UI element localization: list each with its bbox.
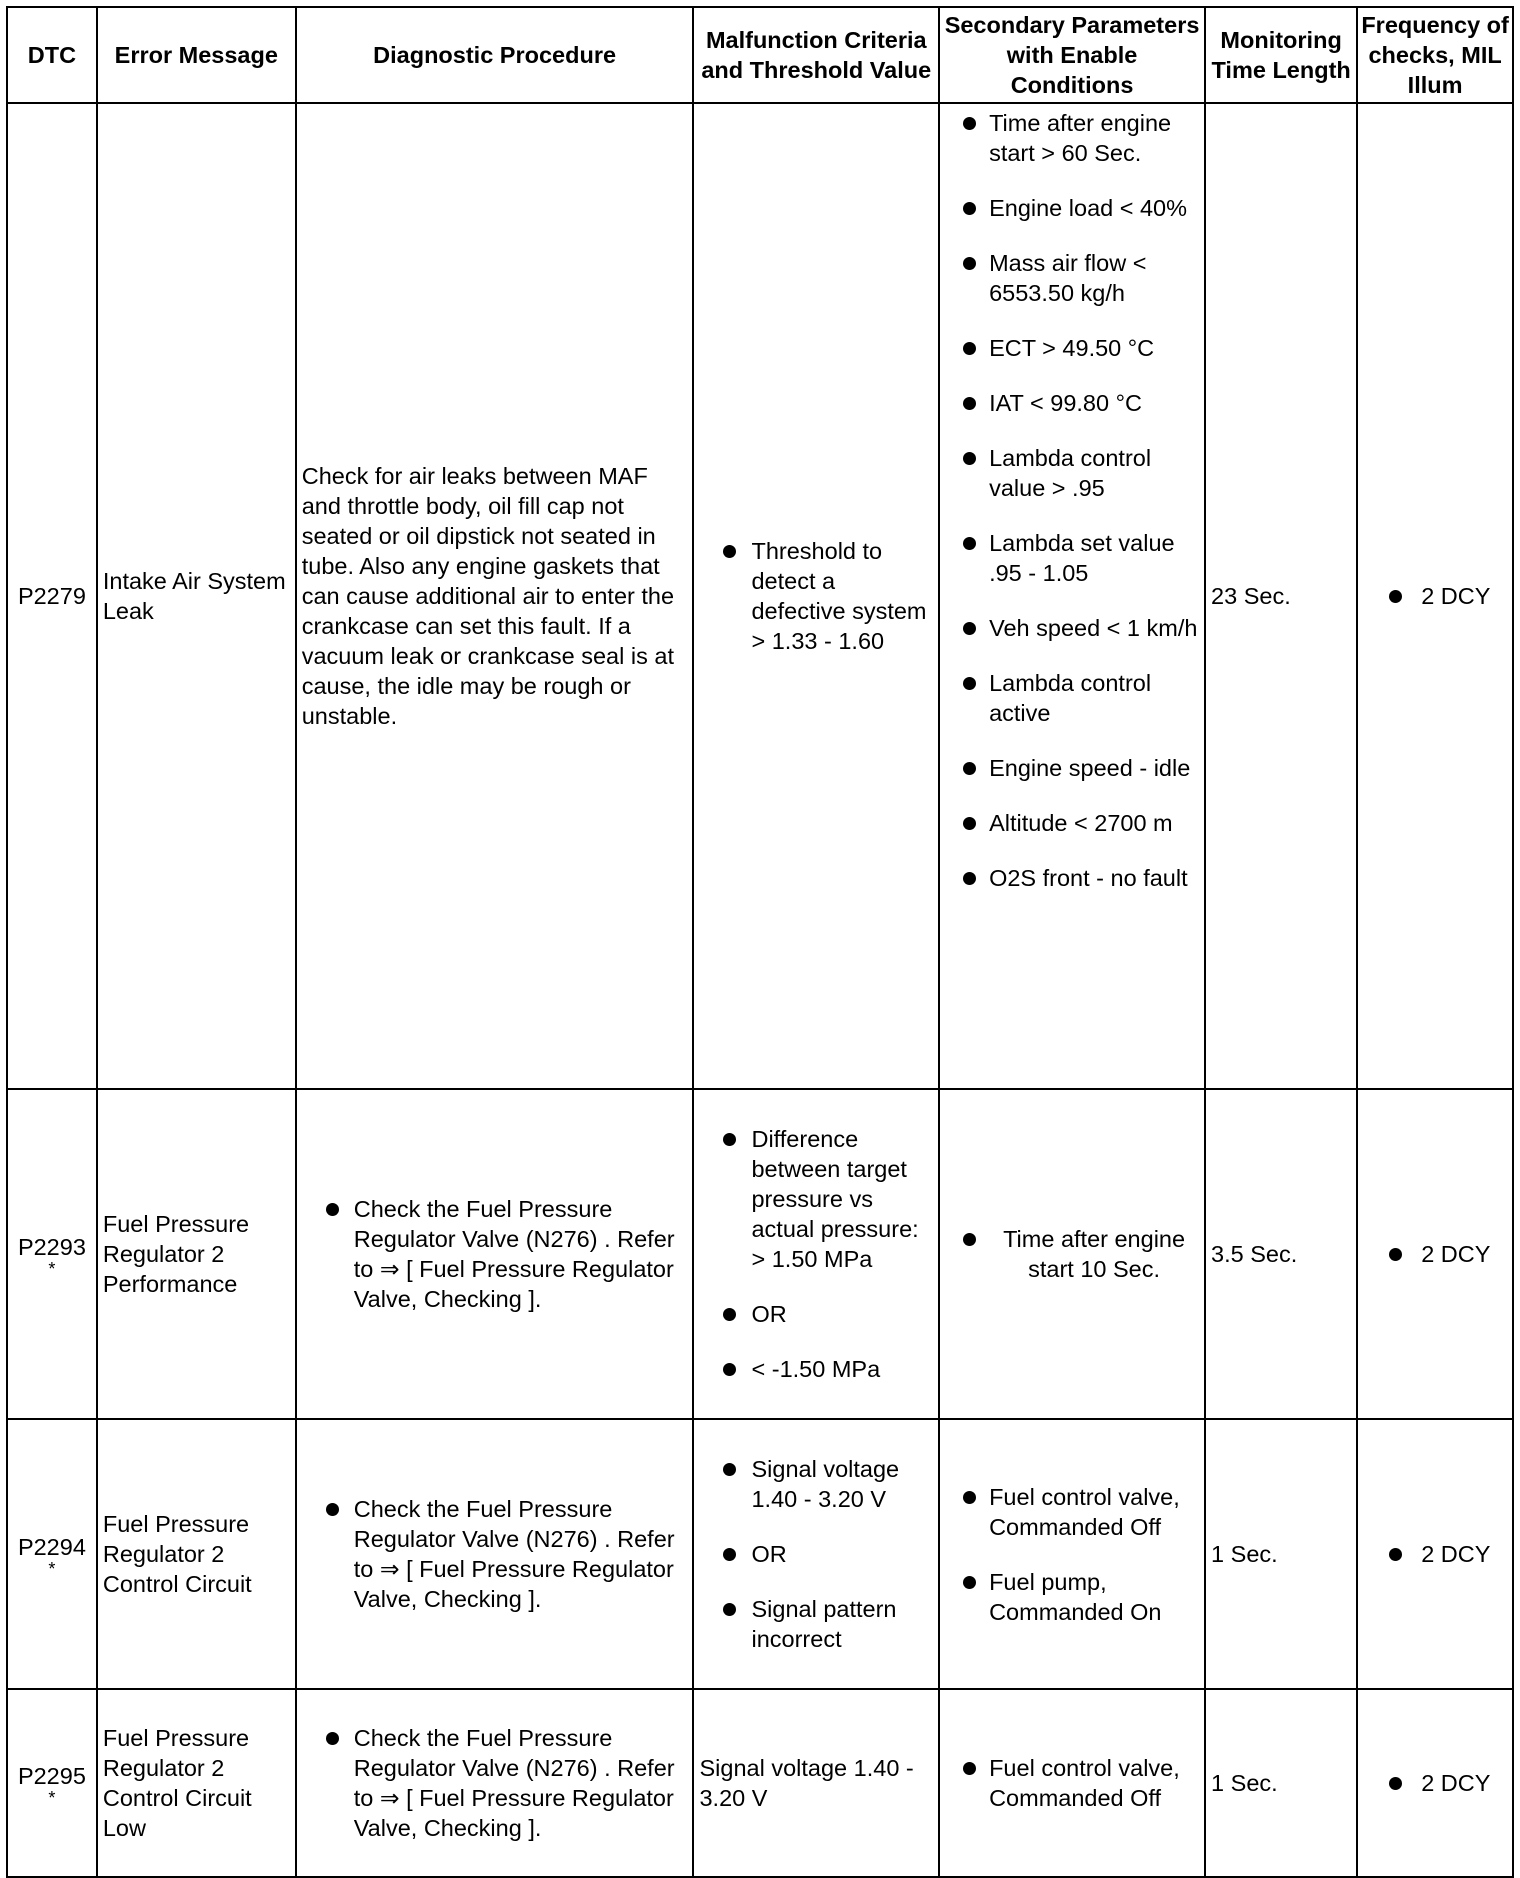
error-message-cell: Fuel Pressure Regulator 2 Control Circuit Low (97, 1689, 296, 1877)
list-item: Time after engine start > 60 Sec. (945, 108, 1199, 168)
table-row (7, 1689, 1513, 1877)
list-item: Signal pattern incorrect (699, 1594, 933, 1654)
error-message-cell: Intake Air System Leak (97, 103, 296, 1089)
list-item: Time after engine start 10 Sec. (945, 1224, 1199, 1284)
footnote-marker: * (48, 1259, 56, 1279)
frequency-cell (1357, 1689, 1513, 1877)
procedure-list (302, 1194, 688, 1314)
monitoring-cell: 1 Sec. (1205, 1689, 1357, 1877)
malfunction-list (699, 1124, 933, 1384)
header-frequency: Frequency of checks, MIL Illum (1357, 7, 1513, 103)
diagnostic-procedure-cell (296, 1419, 694, 1689)
table-row (7, 1089, 1513, 1419)
monitoring-cell: 1 Sec. (1205, 1419, 1357, 1689)
header-secondary: Secondary Parameters with Enable Conditions (939, 7, 1205, 103)
header-malfunction: Malfunction Criteria and Threshold Value (693, 7, 939, 103)
frequency-list (1363, 1539, 1507, 1569)
diagnostic-procedure-cell (296, 1089, 694, 1419)
list-item: 2 DCY (1363, 581, 1507, 611)
header-row (7, 7, 1513, 103)
list-item: Signal voltage 1.40 - 3.20 V (699, 1454, 933, 1514)
list-item: Fuel control valve, Commanded Off (945, 1482, 1199, 1542)
list-item: 2 DCY (1363, 1239, 1507, 1269)
malfunction-list (699, 536, 933, 656)
list-item: 2 DCY (1363, 1768, 1507, 1798)
procedure-list (302, 1723, 688, 1843)
malfunction-cell (693, 103, 939, 1089)
malfunction-cell (693, 1419, 939, 1689)
dtc-table (6, 6, 1514, 1878)
footnote-marker: * (48, 1788, 56, 1808)
list-item: OR (699, 1299, 933, 1329)
diagnostic-procedure-cell (296, 1689, 694, 1877)
procedure-list (302, 1494, 688, 1614)
monitoring-cell: 23 Sec. (1205, 103, 1357, 1089)
header-monitoring: Monitoring Time Length (1205, 7, 1357, 103)
secondary-list (945, 1482, 1199, 1627)
header-diagnostic-procedure: Diagnostic Procedure (296, 7, 694, 103)
list-item: Engine speed - idle (945, 753, 1199, 783)
frequency-cell (1357, 103, 1513, 1089)
frequency-list (1363, 581, 1507, 611)
error-message-cell: Fuel Pressure Regulator 2 Control Circuit (97, 1419, 296, 1689)
list-item: Fuel pump, Commanded On (945, 1567, 1199, 1627)
diagnostic-procedure-cell: Check for air leaks between MAF and throttle body, oil fill cap not seated or oil dipstick not seated in tube. Also any engine gaskets that can cause additional air to enter the crankcase can set this fault. If a vacuum leak or crankcase seal is at cause, the idle may be rough or unstable. (296, 103, 694, 1089)
list-item: Lambda set value .95 - 1.05 (945, 528, 1199, 588)
frequency-cell (1357, 1089, 1513, 1419)
secondary-list (945, 1753, 1199, 1813)
list-item: Check the Fuel Pressure Regulator Valve (N276) . Refer to ⇒ [ Fuel Pressure Regulator Valve, Checking ]. (302, 1494, 688, 1614)
list-item: Check the Fuel Pressure Regulator Valve (N276) . Refer to ⇒ [ Fuel Pressure Regulator Valve, Checking ]. (302, 1194, 688, 1314)
header-error-message: Error Message (97, 7, 296, 103)
footnote-marker: * (48, 1559, 56, 1579)
list-item: Difference between target pressure vs actual pressure: > 1.50 MPa (699, 1124, 933, 1274)
list-item: O2S front - no fault (945, 863, 1199, 893)
list-item: IAT < 99.80 °C (945, 388, 1199, 418)
frequency-list (1363, 1768, 1507, 1798)
list-item: Threshold to detect a defective system > 1.33 - 1.60 (699, 536, 933, 656)
dtc-cell (7, 1689, 97, 1877)
list-item: Lambda control active (945, 668, 1199, 728)
secondary-list (945, 1224, 1199, 1284)
dtc-code: P2279 (17, 583, 86, 609)
secondary-cell (939, 1419, 1205, 1689)
monitoring-cell: 3.5 Sec. (1205, 1089, 1357, 1419)
table-row (7, 103, 1513, 1089)
secondary-cell (939, 1689, 1205, 1877)
secondary-cell (939, 1089, 1205, 1419)
list-item: OR (699, 1539, 933, 1569)
dtc-code: P2293 (17, 1234, 86, 1260)
dtc-cell (7, 1089, 97, 1419)
table-row (7, 1419, 1513, 1689)
malfunction-cell: Signal voltage 1.40 - 3.20 V (693, 1689, 939, 1877)
dtc-code: P2294 (17, 1534, 86, 1560)
list-item: < -1.50 MPa (699, 1354, 933, 1384)
list-item: Altitude < 2700 m (945, 808, 1199, 838)
frequency-cell (1357, 1419, 1513, 1689)
list-item: Lambda control value > .95 (945, 443, 1199, 503)
dtc-cell (7, 103, 97, 1089)
header-dtc: DTC (7, 7, 97, 103)
dtc-cell (7, 1419, 97, 1689)
malfunction-cell (693, 1089, 939, 1419)
list-item: Check the Fuel Pressure Regulator Valve (N276) . Refer to ⇒ [ Fuel Pressure Regulator Valve, Checking ]. (302, 1723, 688, 1843)
error-message-cell: Fuel Pressure Regulator 2 Performance (97, 1089, 296, 1419)
secondary-list (945, 108, 1199, 893)
dtc-code: P2295 (17, 1763, 86, 1789)
list-item: Engine load < 40% (945, 193, 1199, 223)
list-item: 2 DCY (1363, 1539, 1507, 1569)
list-item: Mass air flow < 6553.50 kg/h (945, 248, 1199, 308)
list-item: Fuel control valve, Commanded Off (945, 1753, 1199, 1813)
frequency-list (1363, 1239, 1507, 1269)
malfunction-list (699, 1454, 933, 1654)
list-item: Veh speed < 1 km/h (945, 613, 1199, 643)
list-item: ECT > 49.50 °C (945, 333, 1199, 363)
secondary-cell (939, 103, 1205, 1089)
